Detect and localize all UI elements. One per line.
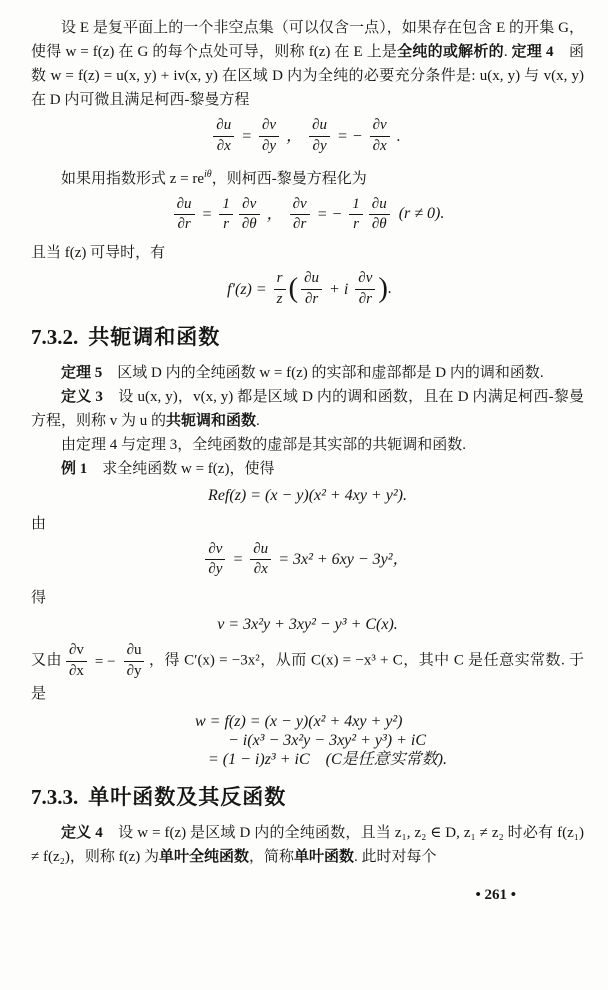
fraction-denominator: ∂r xyxy=(293,216,307,233)
fraction-numerator: ∂v xyxy=(239,196,260,216)
math-punct: . xyxy=(396,127,401,145)
text-run: 设 E 是复平面上的一个非空点集（可以仅含一点），如果存在包含 E 的开集 G，使得 w = f(z) 在 G 的每个点处可导，则称 f(z) 在 E 上是 xyxy=(31,20,584,60)
fraction-denominator: ∂y xyxy=(262,137,277,154)
equation-line: = (1 − i)z³ + iC (C是任意实常数). xyxy=(208,751,447,769)
text-run: 又由 xyxy=(31,653,62,670)
math-separator: ， xyxy=(266,206,283,224)
exponent-itheta: iθ xyxy=(204,168,212,180)
fraction-denominator: ∂r xyxy=(177,216,191,233)
fraction xyxy=(259,117,279,156)
text-run: . xyxy=(503,44,512,60)
paragraph-definition-3 xyxy=(31,385,584,433)
fraction xyxy=(290,196,310,235)
fraction xyxy=(309,117,330,156)
definition-4-label: 定义 4 xyxy=(61,825,103,842)
section-title: 共轭调和函数 xyxy=(88,324,221,349)
math-operator: = xyxy=(201,206,213,224)
formula-dv-dy xyxy=(31,541,584,580)
equation-line: − i(x³ − 3x²y − 3xy² + y³) + iC xyxy=(228,732,426,750)
fraction-denominator: ∂r xyxy=(358,290,372,307)
fraction-denominator: z xyxy=(276,290,283,307)
text-run: 设 u(x, y)，v(x, y) 都是区域 D 内的调和函数，且在 D 内满足柯西-黎曼方程，则称 v 为 u 的 xyxy=(31,388,584,429)
formula-v xyxy=(31,615,584,634)
paragraph-constant-derivation xyxy=(31,641,584,706)
fraction-numerator: ∂u xyxy=(174,196,195,216)
fraction-numerator: ∂v xyxy=(66,642,87,662)
fraction-denominator: ∂x xyxy=(372,137,387,154)
bold-text-run: 单叶函数 xyxy=(294,849,355,866)
paragraph-polar-form xyxy=(31,163,584,191)
paragraph-holomorphic-def xyxy=(31,16,584,112)
text-run: 如果用指数形式 z = re xyxy=(61,170,205,187)
text-run: ，简称 xyxy=(249,849,295,866)
fraction xyxy=(124,642,145,681)
fraction xyxy=(205,541,225,580)
formula-cauchy-riemann xyxy=(31,117,584,156)
fraction-denominator: ∂r xyxy=(304,290,319,307)
text-run: . xyxy=(256,412,260,429)
formula-w-result xyxy=(195,712,584,770)
fraction-numerator: 1 xyxy=(349,196,363,216)
section-number: 7.3.3. xyxy=(31,785,79,810)
math-operator: = − xyxy=(337,127,363,145)
fraction xyxy=(219,196,233,235)
page-number: • 261 • xyxy=(475,887,516,904)
fraction-numerator: r xyxy=(274,270,286,290)
fraction xyxy=(213,117,234,156)
fraction-denominator: r xyxy=(223,216,229,233)
theorem-4-label: 定理 4 xyxy=(511,44,554,60)
fraction-numerator: ∂u xyxy=(369,196,390,216)
fraction-numerator: ∂v xyxy=(205,541,225,561)
paragraph-from xyxy=(31,512,584,536)
fraction-denominator: ∂y xyxy=(208,561,223,578)
theorem-5-label: 定理 5 xyxy=(61,364,103,381)
fraction xyxy=(301,270,322,309)
text-run: 区域 D 内的全纯函数 w = f(z) 的实部和虚部都是 D 内的调和函数. xyxy=(102,364,544,381)
paragraph-theorem-5 xyxy=(31,361,584,385)
fraction xyxy=(349,196,363,235)
math-operator: = xyxy=(232,551,244,569)
fraction-denominator: ∂x xyxy=(68,663,84,680)
text-run: 由 xyxy=(31,515,47,532)
example-1-label: 例 1 xyxy=(61,460,88,477)
fraction-denominator: ∂x xyxy=(216,137,231,154)
fraction-numerator: ∂u xyxy=(309,117,330,137)
fraction-denominator: ∂θ xyxy=(371,216,387,233)
formula-derivative xyxy=(31,270,584,309)
fraction-numerator: ∂v xyxy=(370,117,390,137)
paragraph-corollary xyxy=(31,433,584,457)
paragraph-definition-4 xyxy=(31,821,584,869)
text-run: ，则柯西-黎曼方程化为 xyxy=(211,170,367,187)
fraction-denominator: ∂θ xyxy=(241,216,257,233)
fraction-numerator: ∂v xyxy=(355,270,375,290)
bold-text-run: 全纯的或解析的 xyxy=(397,44,504,60)
paragraph-obtain xyxy=(31,586,584,610)
math-operator: = − xyxy=(316,206,343,224)
text-run: 由定理 4 与定理 3，全纯函数的虚部是其实部的共轭调和函数. xyxy=(61,436,467,453)
text-run: 函数 w = f(z) = u(x, y) + iv(x, y) 在区域 D 内为全纯的必要充分条件是: u(x, y) 与 v(x, y) 在 D 内可微且满足柯西-黎曼方程 xyxy=(31,44,584,108)
definition-3-label: 定义 3 xyxy=(61,388,103,405)
math-separator: ， xyxy=(286,127,303,145)
open-paren: ( xyxy=(288,271,299,304)
fraction-numerator: ∂u xyxy=(250,541,271,561)
math-rhs: = 3x² + 6xy − 3y²， xyxy=(278,551,409,569)
fraction-numerator: 1 xyxy=(219,196,233,216)
fraction xyxy=(355,270,375,309)
math-operator: = − xyxy=(94,653,116,670)
section-title: 单叶函数及其反函数 xyxy=(88,785,287,810)
fraction-numerator: ∂u xyxy=(301,270,322,290)
fraction-denominator: ∂y xyxy=(312,137,327,154)
lhs-f-prime: f′(z) = xyxy=(227,280,267,298)
fraction-denominator: ∂x xyxy=(253,561,268,578)
section-heading-7-3-2 xyxy=(31,324,584,350)
text-run: 求全纯函数 w = f(z)，使得 xyxy=(87,460,275,477)
math-punct: . xyxy=(387,279,392,297)
fraction-denominator: r xyxy=(353,216,359,233)
fraction-numerator: ∂v xyxy=(259,117,279,137)
math-operator: + i xyxy=(329,280,349,298)
section-heading-7-3-3 xyxy=(31,784,584,810)
text-run: 设 w = f(z) 是区域 D 内的全纯函数，且当 z₁, z₂ ∈ D, z₁ ≠ z₂ 时必有 f(z₁) ≠ f(z₂)，则称 f(z) 为 xyxy=(31,825,584,866)
condition-r-nonzero: (r ≠ 0). xyxy=(398,205,445,223)
fraction xyxy=(66,642,87,681)
equation-line: w = f(z) = (x − y)(x² + 4xy + y²) xyxy=(195,712,403,730)
close-paren: ) xyxy=(378,271,388,304)
formula-real-part xyxy=(31,486,584,505)
text-run: ，得 C′(x) = −3x²，从而 C(x) = −x³ + C，其中 C 是任意实常数. 于是 xyxy=(31,653,584,702)
fraction-numerator: ∂u xyxy=(213,117,234,137)
math-text: Ref(z) = (x − y)(x² + 4xy + y²). xyxy=(208,486,407,504)
text-run: 得 xyxy=(31,590,47,607)
math-operator: = xyxy=(241,127,253,145)
bold-text-run: 共轭调和函数 xyxy=(166,412,257,429)
fraction xyxy=(239,196,260,235)
section-number: 7.3.2. xyxy=(31,324,79,349)
fraction xyxy=(250,541,271,580)
fraction-numerator: ∂u xyxy=(124,642,145,662)
bold-text-run: 单叶全纯函数 xyxy=(159,849,250,866)
formula-polar-cauchy-riemann xyxy=(31,196,584,235)
paragraph-example-1 xyxy=(31,457,584,481)
fraction xyxy=(274,270,286,309)
text-run: . 此时对每个 xyxy=(354,849,437,866)
fraction-denominator: ∂y xyxy=(126,663,142,680)
fraction-numerator: ∂v xyxy=(290,196,310,216)
fraction xyxy=(174,196,195,235)
fraction xyxy=(369,196,390,235)
paragraph-differentiable xyxy=(31,241,584,265)
math-text: v = 3x²y + 3xy² − y³ + C(x). xyxy=(217,616,398,634)
fraction xyxy=(370,117,390,156)
text-run: 且当 f(z) 可导时，有 xyxy=(31,245,166,261)
